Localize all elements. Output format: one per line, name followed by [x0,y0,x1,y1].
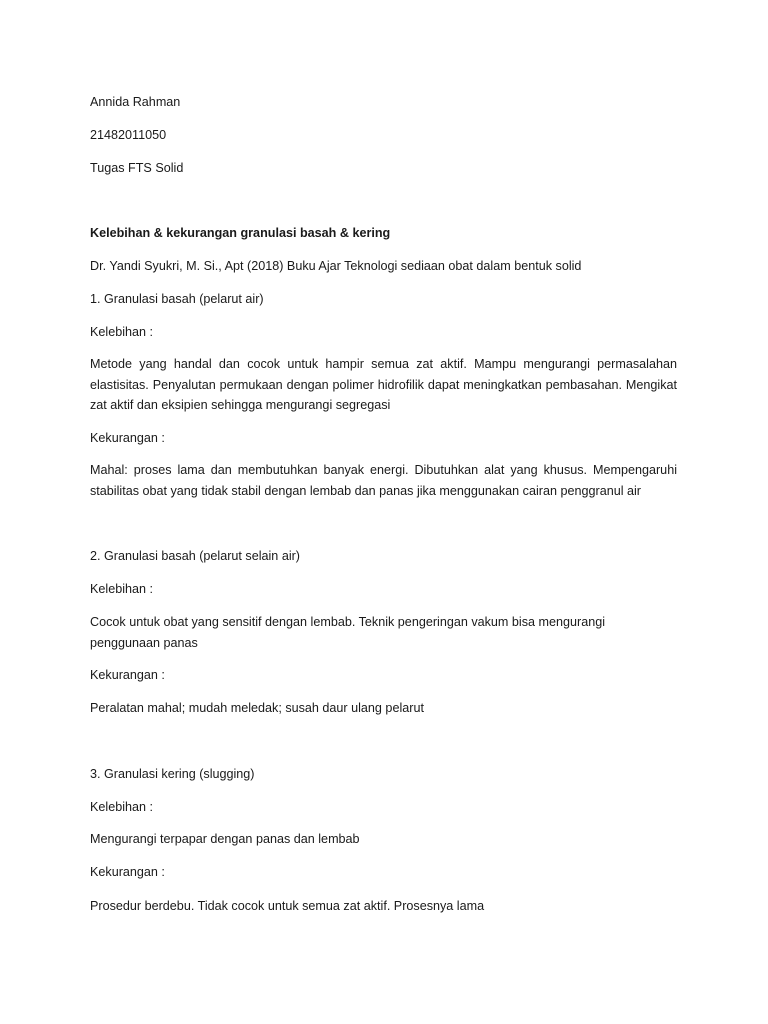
section-1-cons-text: Mahal: proses lama dan membutuhkan banyak energi. Dibutuhkan alat yang khusus. Mempengaruhi stabilitas obat yang tidak stabil dengan lembab dan panas jika menggunakan cairan penggranul air [90,463,677,498]
section-2-title: 2. Granulasi basah (pelarut selain air) [90,549,301,563]
section-1-cons-label: Kekurangan : [90,431,165,445]
section-3-cons-text: Prosedur berdebu. Tidak cocok untuk semua zat aktif. Prosesnya lama [90,899,485,913]
section-2-cons-text: Peralatan mahal; mudah meledak; susah daur ulang pelarut [90,701,424,715]
section-3-pros-text: Mengurangi terpapar dengan panas dan lembab [90,832,360,846]
section-1-pros-text: Metode yang handal dan cocok untuk hampir semua zat aktif. Mampu mengurangi permasalahan elastisitas. Penyalutan permukaan dengan polimer hidrofilik dapat meningkatkan pembasahan. Mengikat zat aktif dan eksipien sehingga mengurangi segregasi [90,357,677,412]
section-2-cons-label: Kekurangan : [90,668,165,682]
section-2-pros-text: Cocok untuk obat yang sensitif dengan lembab. Teknik pengeringan vakum bisa mengurangi penggunaan panas [90,615,606,650]
student-id: 21482011050 [90,128,167,142]
section-3-pros-label: Kelebihan : [90,800,154,814]
section-1-title: 1. Granulasi basah (pelarut air) [90,292,264,306]
author-name: Annida Rahman [90,95,181,109]
section-3-cons-label: Kekurangan : [90,865,165,879]
document-heading: Kelebihan & kekurangan granulasi basah & kering [90,226,391,240]
section-3-title: 3. Granulasi kering (slugging) [90,767,255,781]
assignment-title: Tugas FTS Solid [90,161,184,175]
reference-citation: Dr. Yandi Syukri, M. Si., Apt (2018) Buku Ajar Teknologi sediaan obat dalam bentuk solid [90,259,582,273]
section-2-pros-label: Kelebihan : [90,582,154,596]
section-1-pros-label: Kelebihan : [90,325,154,339]
